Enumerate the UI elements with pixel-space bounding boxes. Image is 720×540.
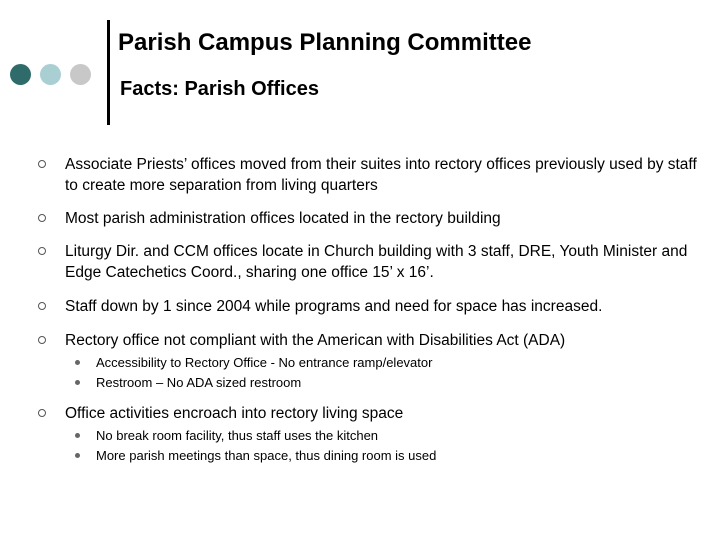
filled-bullet-icon [75,453,80,458]
filled-bullet-icon [75,433,80,438]
sub-bullet-item [65,426,705,446]
hollow-bullet-icon [38,160,46,168]
title-divider [107,20,110,125]
decorative-dot-teal [40,64,61,85]
hollow-bullet-icon [38,409,46,417]
sub-bullet-item [65,373,705,393]
bullet-item [35,241,705,283]
bullet-text: Staff down by 1 since 2004 while programs and need for space has increased. [65,298,603,315]
sub-bullet-item [65,446,705,466]
bullet-item [35,208,705,229]
sub-bullet-item [65,353,705,373]
sub-bullet-text: Accessibility to Rectory Office - No entrance ramp/elevator [96,355,433,370]
bullet-item [35,296,705,317]
hollow-bullet-icon [38,302,46,310]
filled-bullet-icon [75,380,80,385]
bullet-item [35,403,705,466]
hollow-bullet-icon [38,247,46,255]
sub-bullet-text: More parish meetings than space, thus dining room is used [96,448,437,463]
decorative-dot-gray [70,64,91,85]
sub-bullet-list [65,426,705,466]
slide-title: Parish Campus Planning Committee [118,29,532,56]
bullet-text: Office activities encroach into rectory living space [65,405,404,422]
slide-subtitle: Facts: Parish Offices [120,78,319,100]
hollow-bullet-icon [38,336,46,344]
bullet-text: Rectory office not compliant with the American with Disabilities Act (ADA) [65,332,566,349]
sub-bullet-list [65,353,705,393]
filled-bullet-icon [75,360,80,365]
sub-bullet-text: Restroom – No ADA sized restroom [96,375,302,390]
bullet-text: Most parish administration offices located in the rectory building [65,210,501,227]
bullet-text: Associate Priests’ offices moved from their suites into rectory offices previously used by staff to create more separation from living quarters [65,156,697,194]
bullet-item [35,154,705,196]
decorative-dot-dark [10,64,31,85]
bullet-item [35,330,705,393]
sub-bullet-text: No break room facility, thus staff uses the kitchen [96,428,379,443]
bullet-list [35,154,705,466]
bullet-text: Liturgy Dir. and CCM offices locate in Church building with 3 staff, DRE, Youth Minister and Edge Catechetics Coord., sharing one office 15’ x 16’. [65,243,688,281]
hollow-bullet-icon [38,214,46,222]
